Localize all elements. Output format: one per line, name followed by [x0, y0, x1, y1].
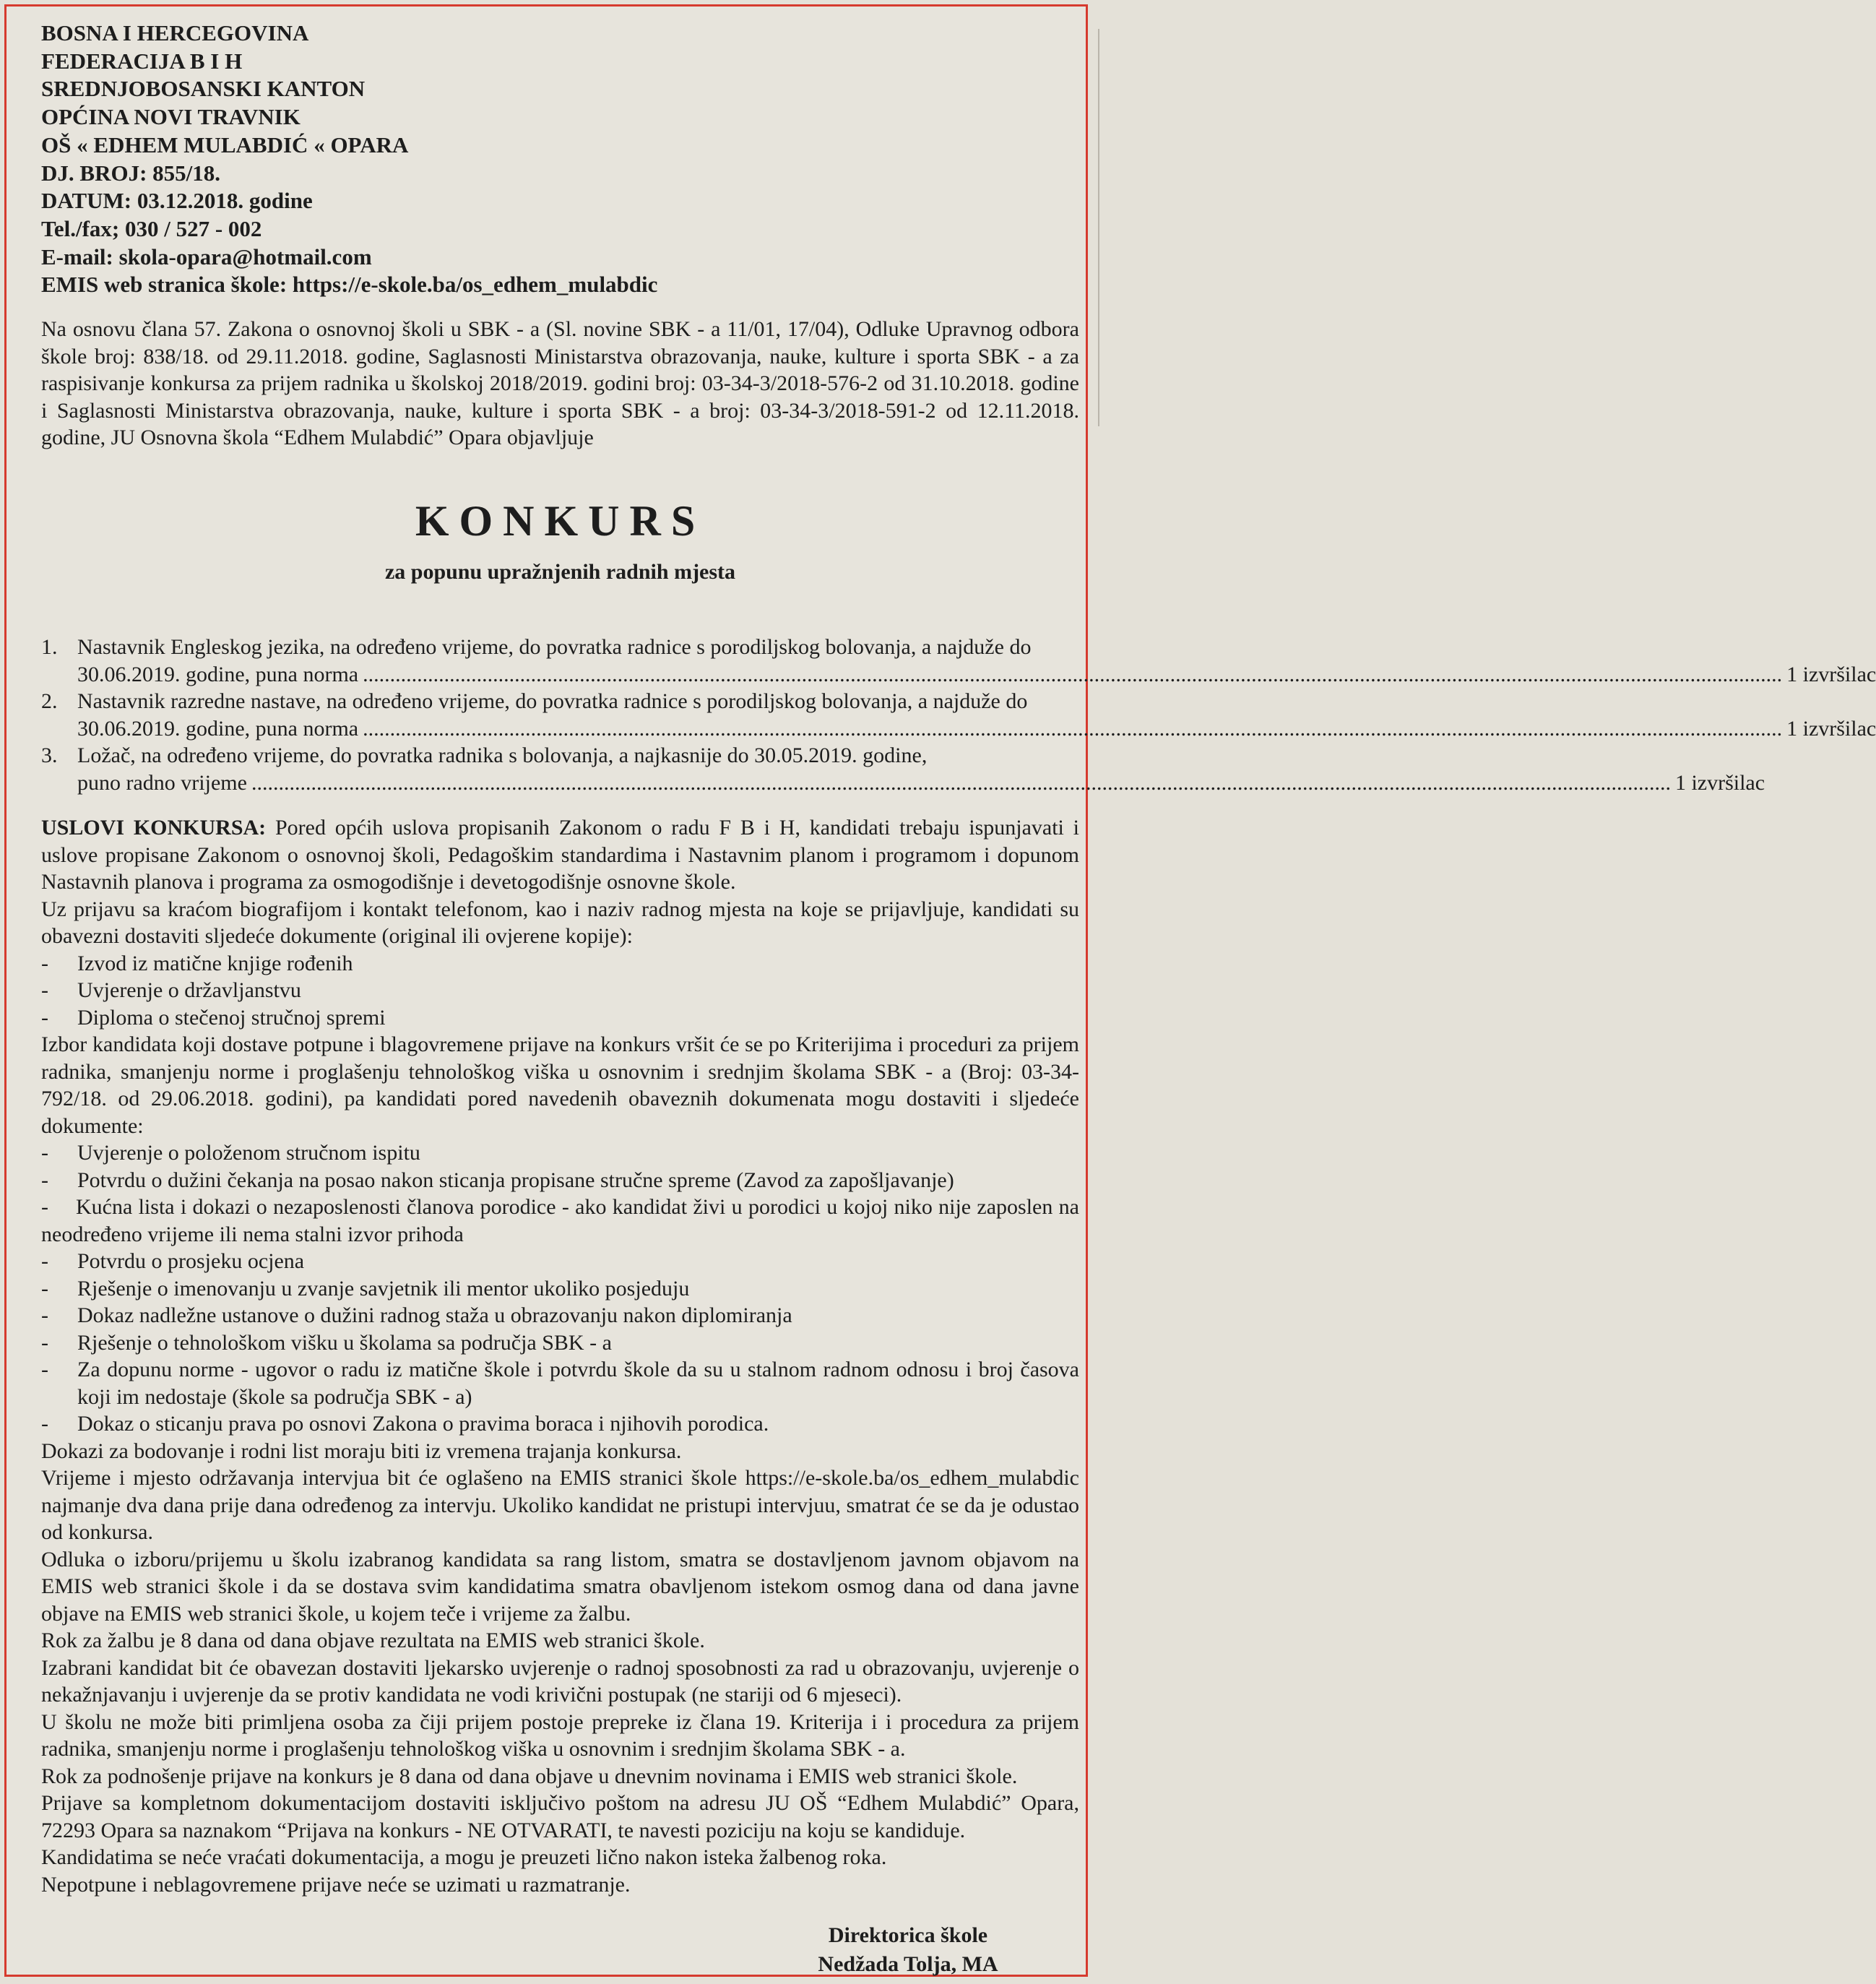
list-item-wrapped: - Kućna lista i dokazi o nezaposlenosti članova porodice - ako kandidat živi u porodici u kojoj niko nije zaposlen na neodređeno vrijeme ili nema stalni izvor prihoda: [41, 1195, 1079, 1246]
bullet: -: [41, 951, 48, 975]
bullet: -: [41, 1168, 48, 1192]
list-item: - Izvod iz matične knjige rođenih: [41, 950, 1079, 978]
position-item: [41, 688, 1876, 742]
position-item: [41, 742, 1765, 796]
leader-dots: [363, 661, 1782, 689]
paragraph: Rok za podnošenje prijave na konkurs je 8 dana od dana objave u dnevnim novinama i EMIS web stranici škole.: [41, 1764, 1018, 1788]
position-description: Ložač, na određeno vrijeme, do povratka radnika s bolovanja, a najkasnije do 30.05.2019. godine,: [77, 743, 928, 767]
signature-title: Direktorica škole: [828, 1923, 988, 1947]
intro-paragraph: Na osnovu člana 57. Zakona o osnovnoj školi u SBK - a (Sl. novine SBK - a 11/01, 17/04), Odluke Upravnog odbora škole broj: 838/18. od 29.11.2018. godine, Saglasnosti Ministarstva obrazovanja, nauke, kulture i sporta SBK - a za raspisivanje konkursa za prijem radnika u školskoj 2018/2019. godini broj: 03-34-3/2018-576-2 od 31.10.2018. godine i Saglasnosti Ministarstva obrazovanja, nauke, kulture i sporta SBK - a broj: 03-34-3/2018-591-2 od 12.11.2018. godine, JU Osnovna škola “Edhem Mulabdić” Opara objavljuje: [41, 317, 1079, 449]
paragraph: Izabrani kandidat bit će obavezan dostaviti ljekarsko uvjerenje o radnoj sposobnosti za rad u obrazovanju, uvjerenje o nekažnjavanju i uvjerenje da se protiv kandidata ne vodi krivični postupak (ne stariji od 6 mjeseci).: [41, 1655, 1079, 1707]
list-item: - Potvrdu o prosjeku ocjena: [41, 1248, 1079, 1275]
leader-dots: [363, 715, 1782, 743]
header-email: E-mail: skola-opara@hotmail.com: [41, 243, 372, 269]
paragraph: U školu ne može biti primljena osoba za čiji prijem postoje prepreke iz člana 19. Kriterija i i procedura za prijem radnika, smanjenju norme i proglašenju tehnološkog viška u osnovnim i srednjim školama SBK - a.: [41, 1709, 1079, 1761]
notice-subtitle: za popunu upražnjenih radnih mjesta: [384, 560, 736, 584]
position-number: 1.: [41, 635, 58, 659]
list-item: - Potvrdu o dužini čekanja na posao nakon sticanja propisane stručne spreme (Zavod za zapošljavanje): [41, 1167, 1079, 1194]
list-item: - Dokaz nadležne ustanove o dužini radnog staža u obrazovanju nakon diplomiranja: [41, 1302, 1079, 1329]
bullet: -: [41, 1195, 48, 1219]
conditions-text: Pored općih uslova propisanih Zakonom o radu F B i H, kandidati trebaju ispunjavati i uslove propisane Zakonom o osnovnoj školi, Pedagoškim standardima i Nastavnim planom i programom i dopunom Nastavnih planova i programa za osmogodišnje i devetogodišnje osnovne škole.: [41, 816, 1080, 894]
list-item: - Diploma o stečenoj stručnoj spremi: [41, 1004, 1079, 1032]
list-item: - Uvjerenje o položenom stručnom ispitu: [41, 1139, 1079, 1167]
position-terms: 30.06.2019. godine, puna norma: [77, 716, 359, 741]
position-terms: 30.06.2019. godine, puna norma: [77, 662, 359, 686]
paragraph: Dokazi za bodovanje i rodni list moraju biti iz vremena trajanja konkursa.: [41, 1439, 682, 1463]
list-item: - Rješenje o imenovanju u zvanje savjetnik ili mentor ukoliko posjeduju: [41, 1275, 1079, 1303]
bullet: -: [41, 1249, 48, 1273]
adjacent-column-divider: [1098, 29, 1099, 426]
position-terms: puno radno vrijeme: [77, 770, 247, 795]
list-item: - Uvjerenje o državljanstvu: [41, 977, 1079, 1004]
paragraph: Vrijeme i mjesto održavanja intervjua bit će oglašeno na EMIS stranici škole https://e-skole.ba/os_edhem_mulabdic najmanje dva dana prije dana određenog za intervju. Ukoliko kandidat ne pristupi intervjuu, smatrat će se da je odustao od konkursa.: [41, 1466, 1079, 1544]
notice-title: KONKURS: [415, 497, 706, 545]
position-count: 1 izvršilac: [1674, 770, 1765, 795]
bullet: -: [41, 1276, 48, 1301]
paragraph: Rok za žalbu je 8 dana od dana objave rezultata na EMIS web stranici škole.: [41, 1629, 705, 1652]
header-canton: SREDNJOBOSANSKI KANTON: [41, 76, 366, 102]
list-item: - Rješenje o tehnološkom višku u školama sa područja SBK - a: [41, 1329, 1079, 1357]
header-phone: Tel./fax; 030 / 527 - 002: [41, 215, 262, 241]
header-municipality: OPĆINA NOVI TRAVNIK: [41, 104, 301, 130]
paragraph: Prijave sa kompletnom dokumentacijom dostaviti isključivo poštom na adresu JU OŠ “Edhem Mulabdić” Opara, 72293 Opara sa naznakom “Prijava na konkurs - NE OTVARATI, te navesti poziciju na koju se kandiduje.: [41, 1791, 1079, 1842]
header-school: OŠ « EDHEM MULABDIĆ « OPARA: [41, 131, 409, 158]
bullet: -: [41, 1358, 48, 1381]
signature-name: Nedžada Tolja, MA: [818, 1952, 998, 1976]
header-date: DATUM: 03.12.2018. godine: [41, 188, 313, 214]
header-file-number: DJ. BROJ: 855/18.: [41, 160, 220, 186]
conditions-label: USLOVI KONKURSA:: [41, 816, 267, 840]
position-description: Nastavnik razredne nastave, na određeno vrijeme, do povratka radnice s porodiljskog bolovanja, a najduže do: [77, 689, 1028, 713]
header-block: [41, 20, 1079, 299]
notice-body: [41, 814, 1079, 1898]
paragraph: Nepotpune i neblagovremene prijave neće se uzimati u razmatranje.: [41, 1872, 631, 1897]
paragraph: Odluka o izboru/prijemu u školu izabranog kandidata sa rang listom, smatra se dostavljenom javnom objavom na EMIS web stranici škole i da se dostava svim kandidatima smatra obavljenom istekom osmog dana od dana javne objave na EMIS web stranici škole, u kojem teče i vrijeme za žalbu.: [41, 1547, 1079, 1626]
notice-content: [41, 20, 1876, 1976]
position-item: [41, 634, 1876, 688]
header-federation: FEDERACIJA B I H: [41, 48, 243, 74]
position-count: 1 izvršilac: [1786, 716, 1876, 741]
docs-intro: Uz prijavu sa kraćom biografijom i kontakt telefonom, kao i naziv radnog mjesta na koje se prijavljuje, kandidati su obavezni dostaviti sljedeće dokumente (original ili ovjerene kopije):: [41, 897, 1079, 948]
header-country: BOSNA I HERCEGOVINA: [41, 20, 309, 46]
selection-intro: Izbor kandidata koji dostave potpune i blagovremene prijave na konkurs vršit će se po Kriterijima i proceduri za prijem radnika, smanjenju norme i proglašenju tehnološkog viška u osnovnim i srednjim školama SBK - a (Broj: 03-34-792/18. od 29.06.2018. godini), pa kandidati pored navedenih obaveznih dokumenata mogu dostaviti i sljedeće dokumente:: [41, 1032, 1079, 1138]
leader-dots: [251, 769, 1671, 797]
conditions-paragraph: [41, 814, 1079, 896]
bullet: -: [41, 978, 48, 1002]
position-description: Nastavnik Engleskog jezika, na određeno vrijeme, do povratka radnice s porodiljskog bolovanja, a najduže do: [77, 635, 1032, 659]
notice-frame: [4, 4, 1876, 1977]
positions-list: [41, 634, 1876, 796]
bullet: -: [41, 1330, 48, 1355]
position-number: 2.: [41, 689, 58, 713]
bullet: -: [41, 1412, 48, 1436]
paragraph: Kandidatima se neće vraćati dokumentacija, a mogu je preuzeti lično nakon isteka žalbenog roka.: [41, 1845, 887, 1869]
list-item: - Za dopunu norme - ugovor o radu iz matične škole i potvrdu škole da su u stalnom radnom odnosu i broj časova koji im nedostaje (škole sa područja SBK - a): [41, 1356, 1079, 1410]
signature-block: [771, 1921, 1045, 1979]
bullet: -: [41, 1303, 48, 1327]
bullet: -: [41, 1005, 48, 1030]
header-website: EMIS web stranica škole: https://e-skole.ba/os_edhem_mulabdic: [41, 272, 658, 298]
position-count: 1 izvršilac: [1786, 662, 1876, 686]
position-number: 3.: [41, 743, 58, 767]
bullet: -: [41, 1141, 48, 1165]
list-item: - Dokaz o sticanju prava po osnovi Zakona o pravima boraca i njihovih porodica.: [41, 1410, 1079, 1438]
